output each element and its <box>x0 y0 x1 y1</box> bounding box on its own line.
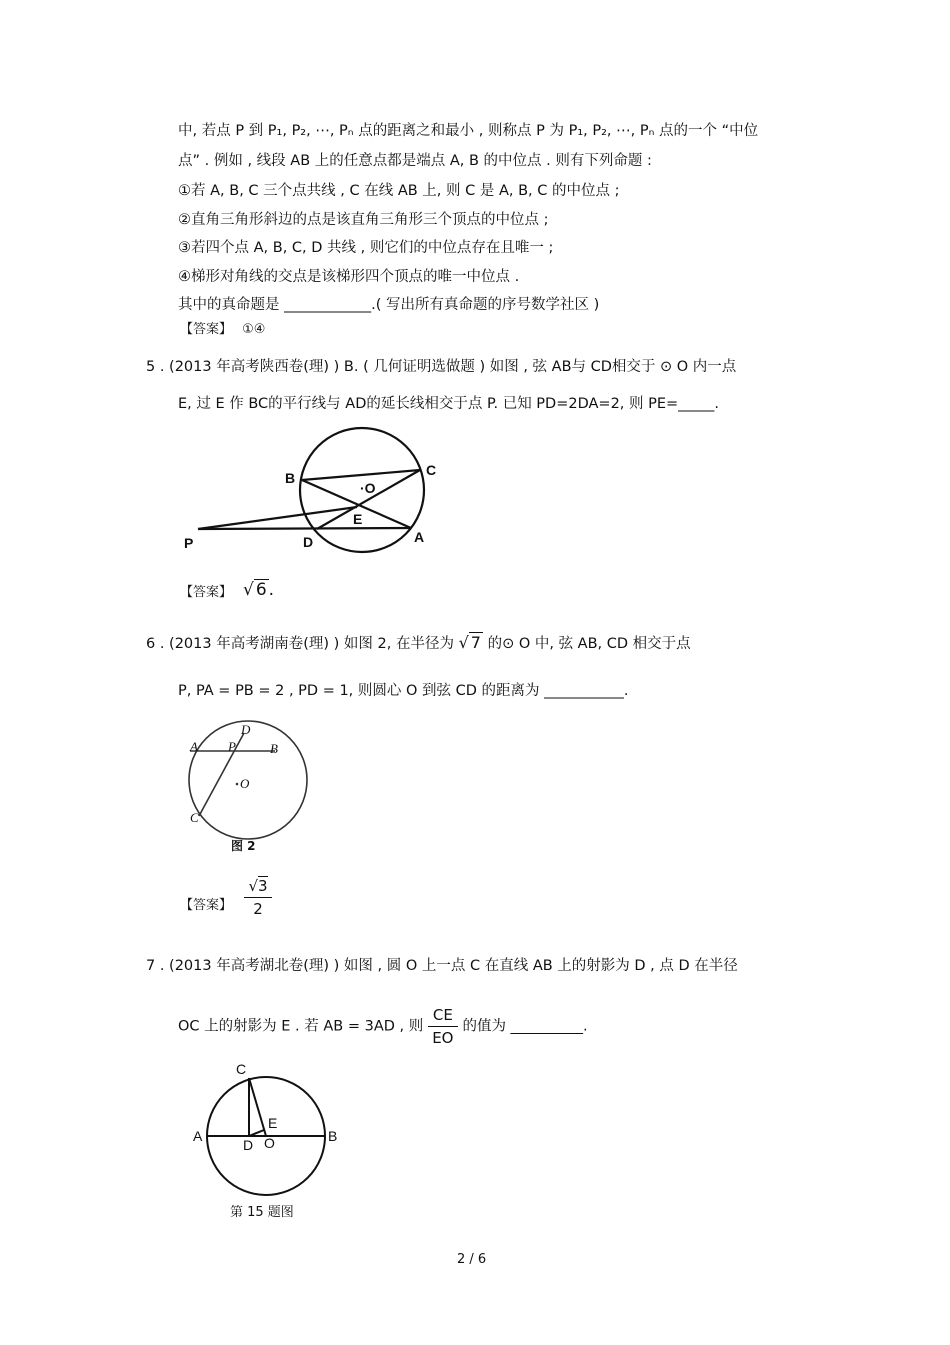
q6-line2: P, PA = PB = 2 , PD = 1, 则圆心 O 到弦 CD 的距离为 ___________. <box>178 683 629 699</box>
answer-label: 【答案】 <box>180 322 233 337</box>
q5-label-e: E <box>353 511 363 527</box>
q4-line2: 点” . 例如 , 线段 AB 上的任意点都是端点 A, B 的中位点 . 则有下列命题 : <box>178 153 652 169</box>
page-number: 2 / 6 <box>457 1252 487 1267</box>
q6-label-c: C <box>190 810 199 825</box>
q7-label-o: O <box>264 1135 275 1151</box>
q7-line2-b: 的值为 __________. <box>462 1018 588 1035</box>
q5-label-o: ·O <box>360 480 376 496</box>
q7-line1: 7 . (2013 年高考湖北卷(理) ) 如图 , 圆 O 上一点 C 在直线 AB 上的射影为 D , 点 D 在半径 <box>146 958 738 974</box>
q6-label-o: O <box>240 776 250 791</box>
q7-label-c: C <box>236 1061 247 1077</box>
q5-label-a: A <box>414 529 425 545</box>
q5-answer-label: 【答案】 <box>180 585 233 600</box>
q6-answer-label: 【答案】 <box>180 898 233 913</box>
q7-label-a: A <box>193 1128 203 1144</box>
q7-label-d: D <box>243 1137 254 1153</box>
fraction-denominator: EO <box>432 1029 454 1047</box>
fraction-numerator: CE <box>432 1006 453 1024</box>
q4-item3: ③若四个点 A, B, C, D 共线 , 则它们的中位点存在且唯一 ; <box>178 240 554 256</box>
answer-value: ①④ <box>242 322 266 337</box>
q5-line1: 5 . (2013 年高考陕西卷(理) ) B. ( 几何证明选做题 ) 如图 , 弦 AB与 CD相交于 ⊙ O 内一点 <box>146 359 737 375</box>
radicand: 6 <box>255 580 267 600</box>
q6-radical: √ 7 <box>458 633 481 652</box>
q7-label-b: B <box>328 1128 338 1144</box>
fraction-numerator: √3 <box>248 877 268 895</box>
q5-label-c: C <box>426 462 437 478</box>
q6-label-b: B <box>270 741 278 756</box>
q7-segment-co <box>249 1078 266 1136</box>
q4-item1: ①若 A, B, C 三个点共线 , C 在线 AB 上, 则 C 是 A, B, C 的中位点 ; <box>178 183 620 199</box>
q7-line2-a: OC 上的射影为 E . 若 AB = 3AD , 则 <box>178 1018 424 1035</box>
q4-item4: ④梯形对角线的交点是该梯形四个顶点的唯一中位点 . <box>178 269 520 285</box>
q4-ask: 其中的真命题是 ____________.( 写出所有真命题的序号数学社区 ) <box>178 297 600 313</box>
q5-answer-value: √ 6 . <box>243 580 275 600</box>
q5-label-b: B <box>285 470 296 486</box>
q4-line1: 中, 若点 P 到 P₁, P₂, ⋯, Pₙ 点的距离之和最小 , 则称点 P 为 P₁, P₂, ⋯, Pₙ 点的一个 “中位 <box>178 123 759 139</box>
q6-label-d: D <box>241 722 251 737</box>
radicand: 7 <box>470 633 481 652</box>
q5-label-d: D <box>303 534 314 550</box>
q5-label-p: P <box>184 535 194 551</box>
q5-line2: E, 过 E 作 BC的平行线与 AD的延长线相交于点 P. 已知 PD=2DA=2, 则 PE=_____. <box>178 396 720 412</box>
q7-caption: 第 15 题图 <box>230 1205 294 1220</box>
fraction-denominator: 2 <box>253 900 263 918</box>
q4-item2: ②直角三角形斜边的点是该直角三角形三个顶点的中位点 ; <box>178 212 549 228</box>
q6-line1-b: 的⊙ O 中, 弦 AB, CD 相交于点 <box>487 636 691 652</box>
answer-tail: . <box>268 580 275 600</box>
q7-label-e: E <box>268 1115 278 1131</box>
q6-caption: 图 2 <box>231 839 256 853</box>
q6-line1-a: 6 . (2013 年高考湖南卷(理) ) 如图 2, 在半径为 <box>146 636 454 652</box>
q6-label-a: A <box>190 739 198 754</box>
q6-label-p: P <box>228 739 236 754</box>
